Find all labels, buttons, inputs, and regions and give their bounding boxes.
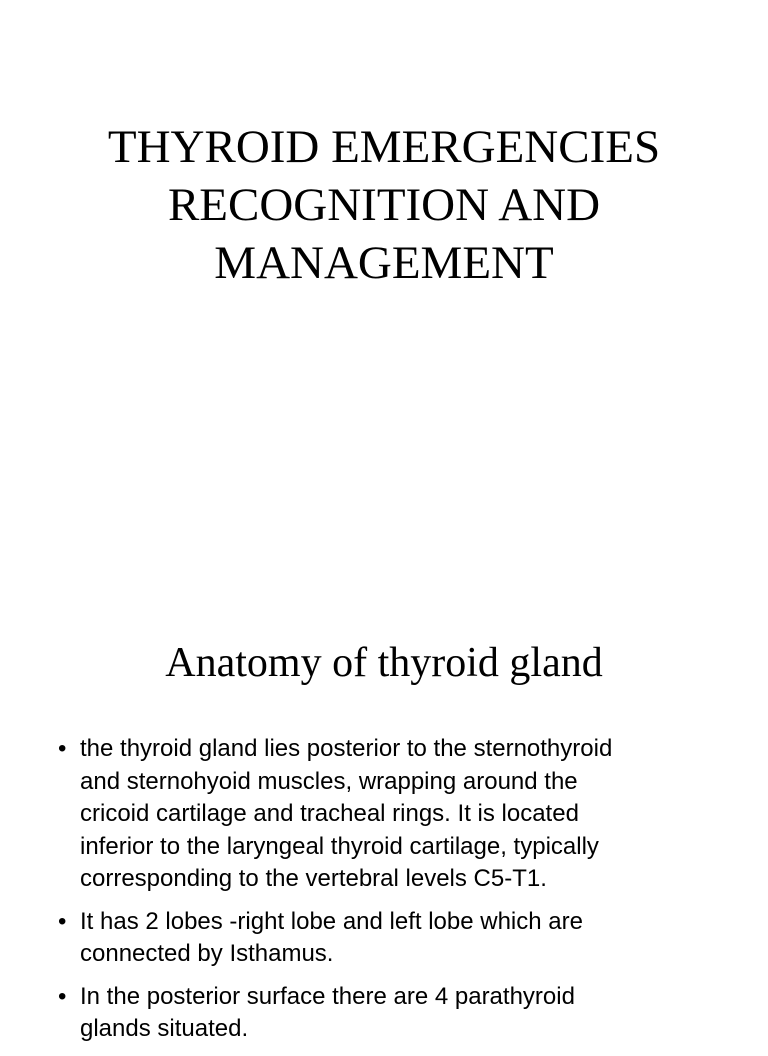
title-line-3: MANAGEMENT bbox=[214, 237, 554, 289]
bullet-item-parathyroid bbox=[58, 981, 738, 1046]
bullet-dot-icon: • bbox=[58, 735, 67, 762]
section-heading: Anatomy of thyroid gland bbox=[165, 640, 603, 686]
bullet-text-line: It has 2 lobes -right lobe and left lobe which are bbox=[80, 907, 583, 935]
bullet-text-line: glands situated. bbox=[80, 1015, 249, 1042]
bullet-item-lobes bbox=[58, 906, 738, 971]
bullet-text-line: cricoid cartilage and tracheal rings. It is located bbox=[80, 800, 579, 827]
bullet-text-line: and sternohyoid muscles, wrapping around the bbox=[80, 767, 578, 795]
bullet-item-location bbox=[58, 733, 738, 896]
bullet-text-line: In the posterior surface there are 4 parathyroid bbox=[80, 982, 575, 1010]
slide-title bbox=[0, 118, 768, 292]
title-line-2: RECOGNITION AND bbox=[167, 179, 601, 231]
title-line-1: THYROID EMERGENCIES bbox=[107, 121, 661, 173]
bullet-text-line: connected by Isthamus. bbox=[80, 940, 334, 967]
bullet-dot-icon: • bbox=[58, 982, 67, 1010]
bullet-text-line: corresponding to the vertebral levels C5-T1. bbox=[80, 865, 547, 892]
bullet-text-line: the thyroid gland lies posterior to the sternothyroid bbox=[80, 735, 613, 762]
bullet-list bbox=[58, 733, 738, 1056]
bullet-text-line: inferior to the laryngeal thyroid cartilage, typically bbox=[80, 832, 599, 860]
bullet-dot-icon: • bbox=[58, 907, 67, 935]
